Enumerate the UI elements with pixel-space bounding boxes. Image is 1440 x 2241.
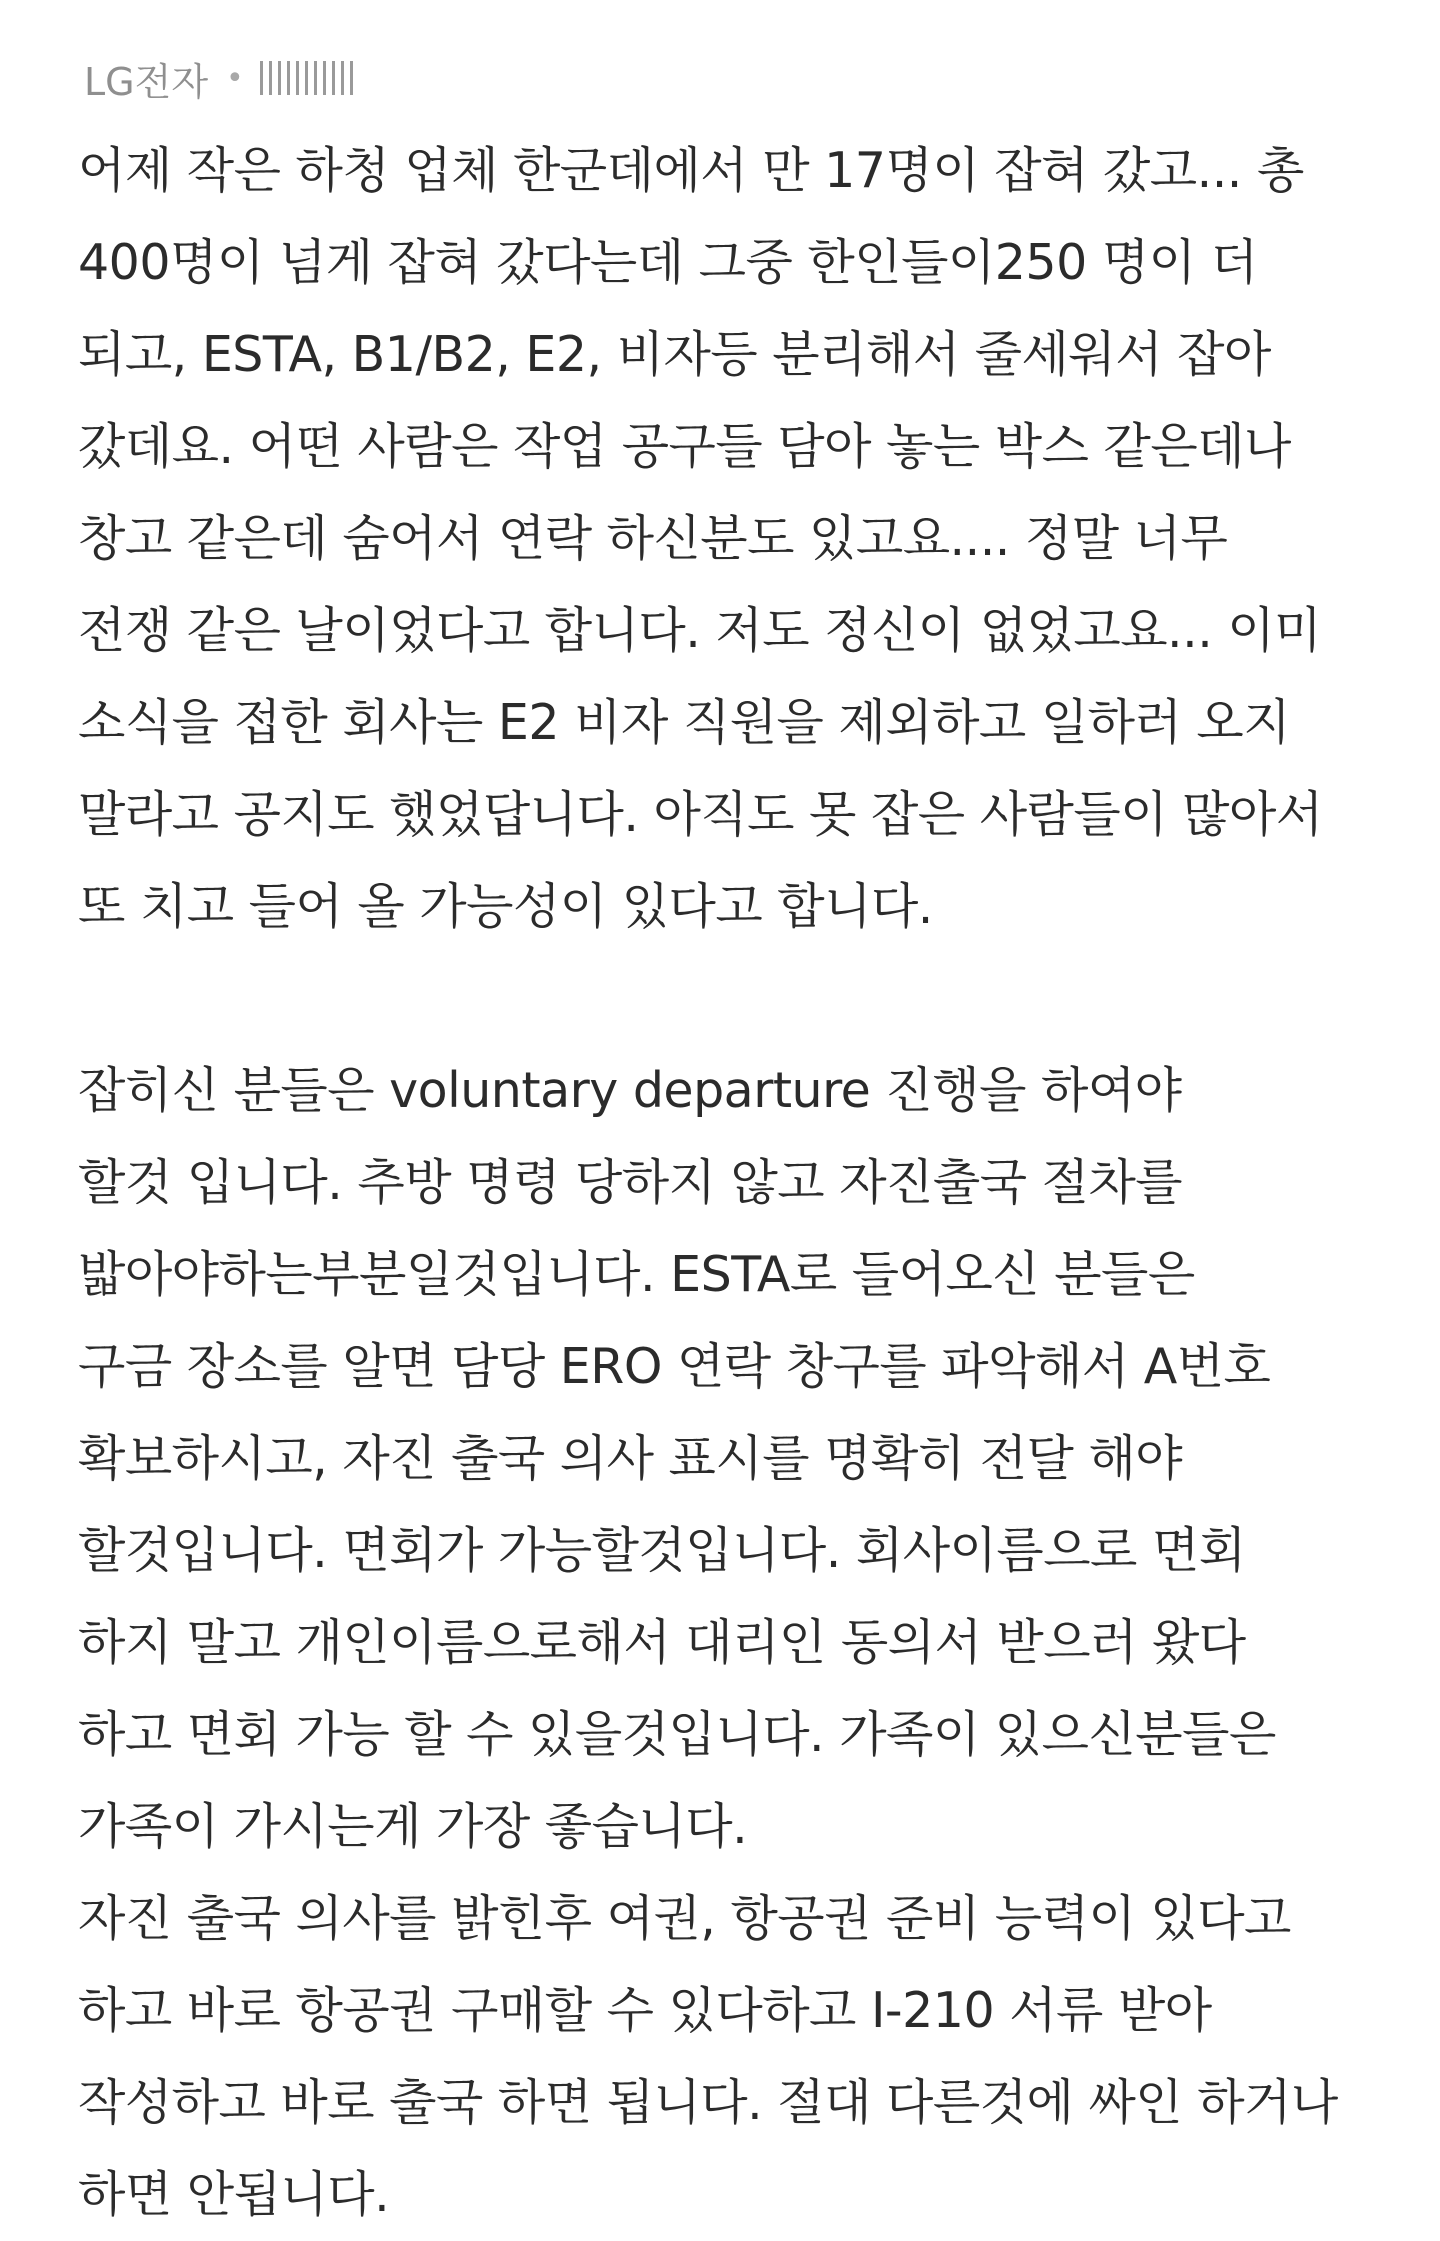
separator-dot: • bbox=[226, 60, 244, 96]
redacted-text bbox=[260, 58, 353, 98]
post-header bbox=[84, 50, 353, 106]
text-line: 할것 입니다. 추방 명령 당하지 않고 자진출국 절차를 bbox=[78, 1154, 1183, 1211]
text-line: 하지 말고 개인이름으로해서 대리인 동의서 받으러 왔다 bbox=[78, 1614, 1246, 1671]
post-body bbox=[78, 125, 1398, 2241]
text-line: 어제 작은 하청 업체 한군데에서 만 17명이 잡혀 갔고... 총 bbox=[78, 142, 1304, 199]
text-line: 자진 출국 의사를 밝힌후 여권, 항공권 준비 능력이 있다고 bbox=[78, 1890, 1291, 1947]
text-line: 하면 안됩니다. bbox=[78, 2166, 390, 2223]
text-line: 할것입니다. 면회가 가능할것입니다. 회사이름으로 면회 bbox=[78, 1522, 1246, 1579]
text-line: 확보하시고, 자진 출국 의사 표시를 명확히 전달 해야 bbox=[78, 1430, 1183, 1487]
paragraph-gap bbox=[78, 953, 1398, 1045]
text-line: 갔데요. 어떤 사람은 작업 공구들 담아 놓는 박스 같은데나 bbox=[78, 418, 1291, 475]
text-line: 하고 바로 항공권 구매할 수 있다하고 I-210 서류 받아 bbox=[78, 1982, 1212, 2039]
text-line: 하고 면회 가능 할 수 있을것입니다. 가족이 있으신분들은 bbox=[78, 1706, 1276, 1763]
text-line: 작성하고 바로 출국 하면 됩니다. 절대 다른것에 싸인 하거나 bbox=[78, 2074, 1338, 2131]
paragraph-2 bbox=[78, 1045, 1398, 2241]
text-line: 가족이 가시는게 가장 좋습니다. bbox=[78, 1798, 748, 1855]
text-line: 말라고 공지도 했었답니다. 아직도 못 잡은 사람들이 많아서 bbox=[78, 786, 1323, 843]
author-name[interactable]: LG전자 bbox=[84, 59, 209, 104]
text-line: 밟아야하는부분일것입니다. ESTA로 들어오신 분들은 bbox=[78, 1246, 1195, 1303]
text-line: 소식을 접한 회사는 E2 비자 직원을 제외하고 일하러 오지 bbox=[78, 694, 1291, 751]
text-line: 400명이 넘게 잡혀 갔다는데 그중 한인들이250 명이 더 bbox=[78, 234, 1258, 291]
text-line: 되고, ESTA, B1/B2, E2, 비자등 분리해서 줄세워서 잡아 bbox=[78, 326, 1271, 383]
text-line: 구금 장소를 알면 담당 ERO 연락 창구를 파악해서 A번호 bbox=[78, 1338, 1271, 1395]
text-line: 창고 같은데 숨어서 연락 하신분도 있고요.... 정말 너무 bbox=[78, 510, 1228, 567]
text-line: 또 치고 들어 올 가능성이 있다고 합니다. bbox=[78, 878, 933, 935]
text-line: 잡히신 분들은 voluntary departure 진행을 하여야 bbox=[78, 1062, 1182, 1119]
paragraph-1 bbox=[78, 125, 1398, 953]
text-line: 전쟁 같은 날이었다고 합니다. 저도 정신이 없었고요... 이미 bbox=[78, 602, 1322, 659]
